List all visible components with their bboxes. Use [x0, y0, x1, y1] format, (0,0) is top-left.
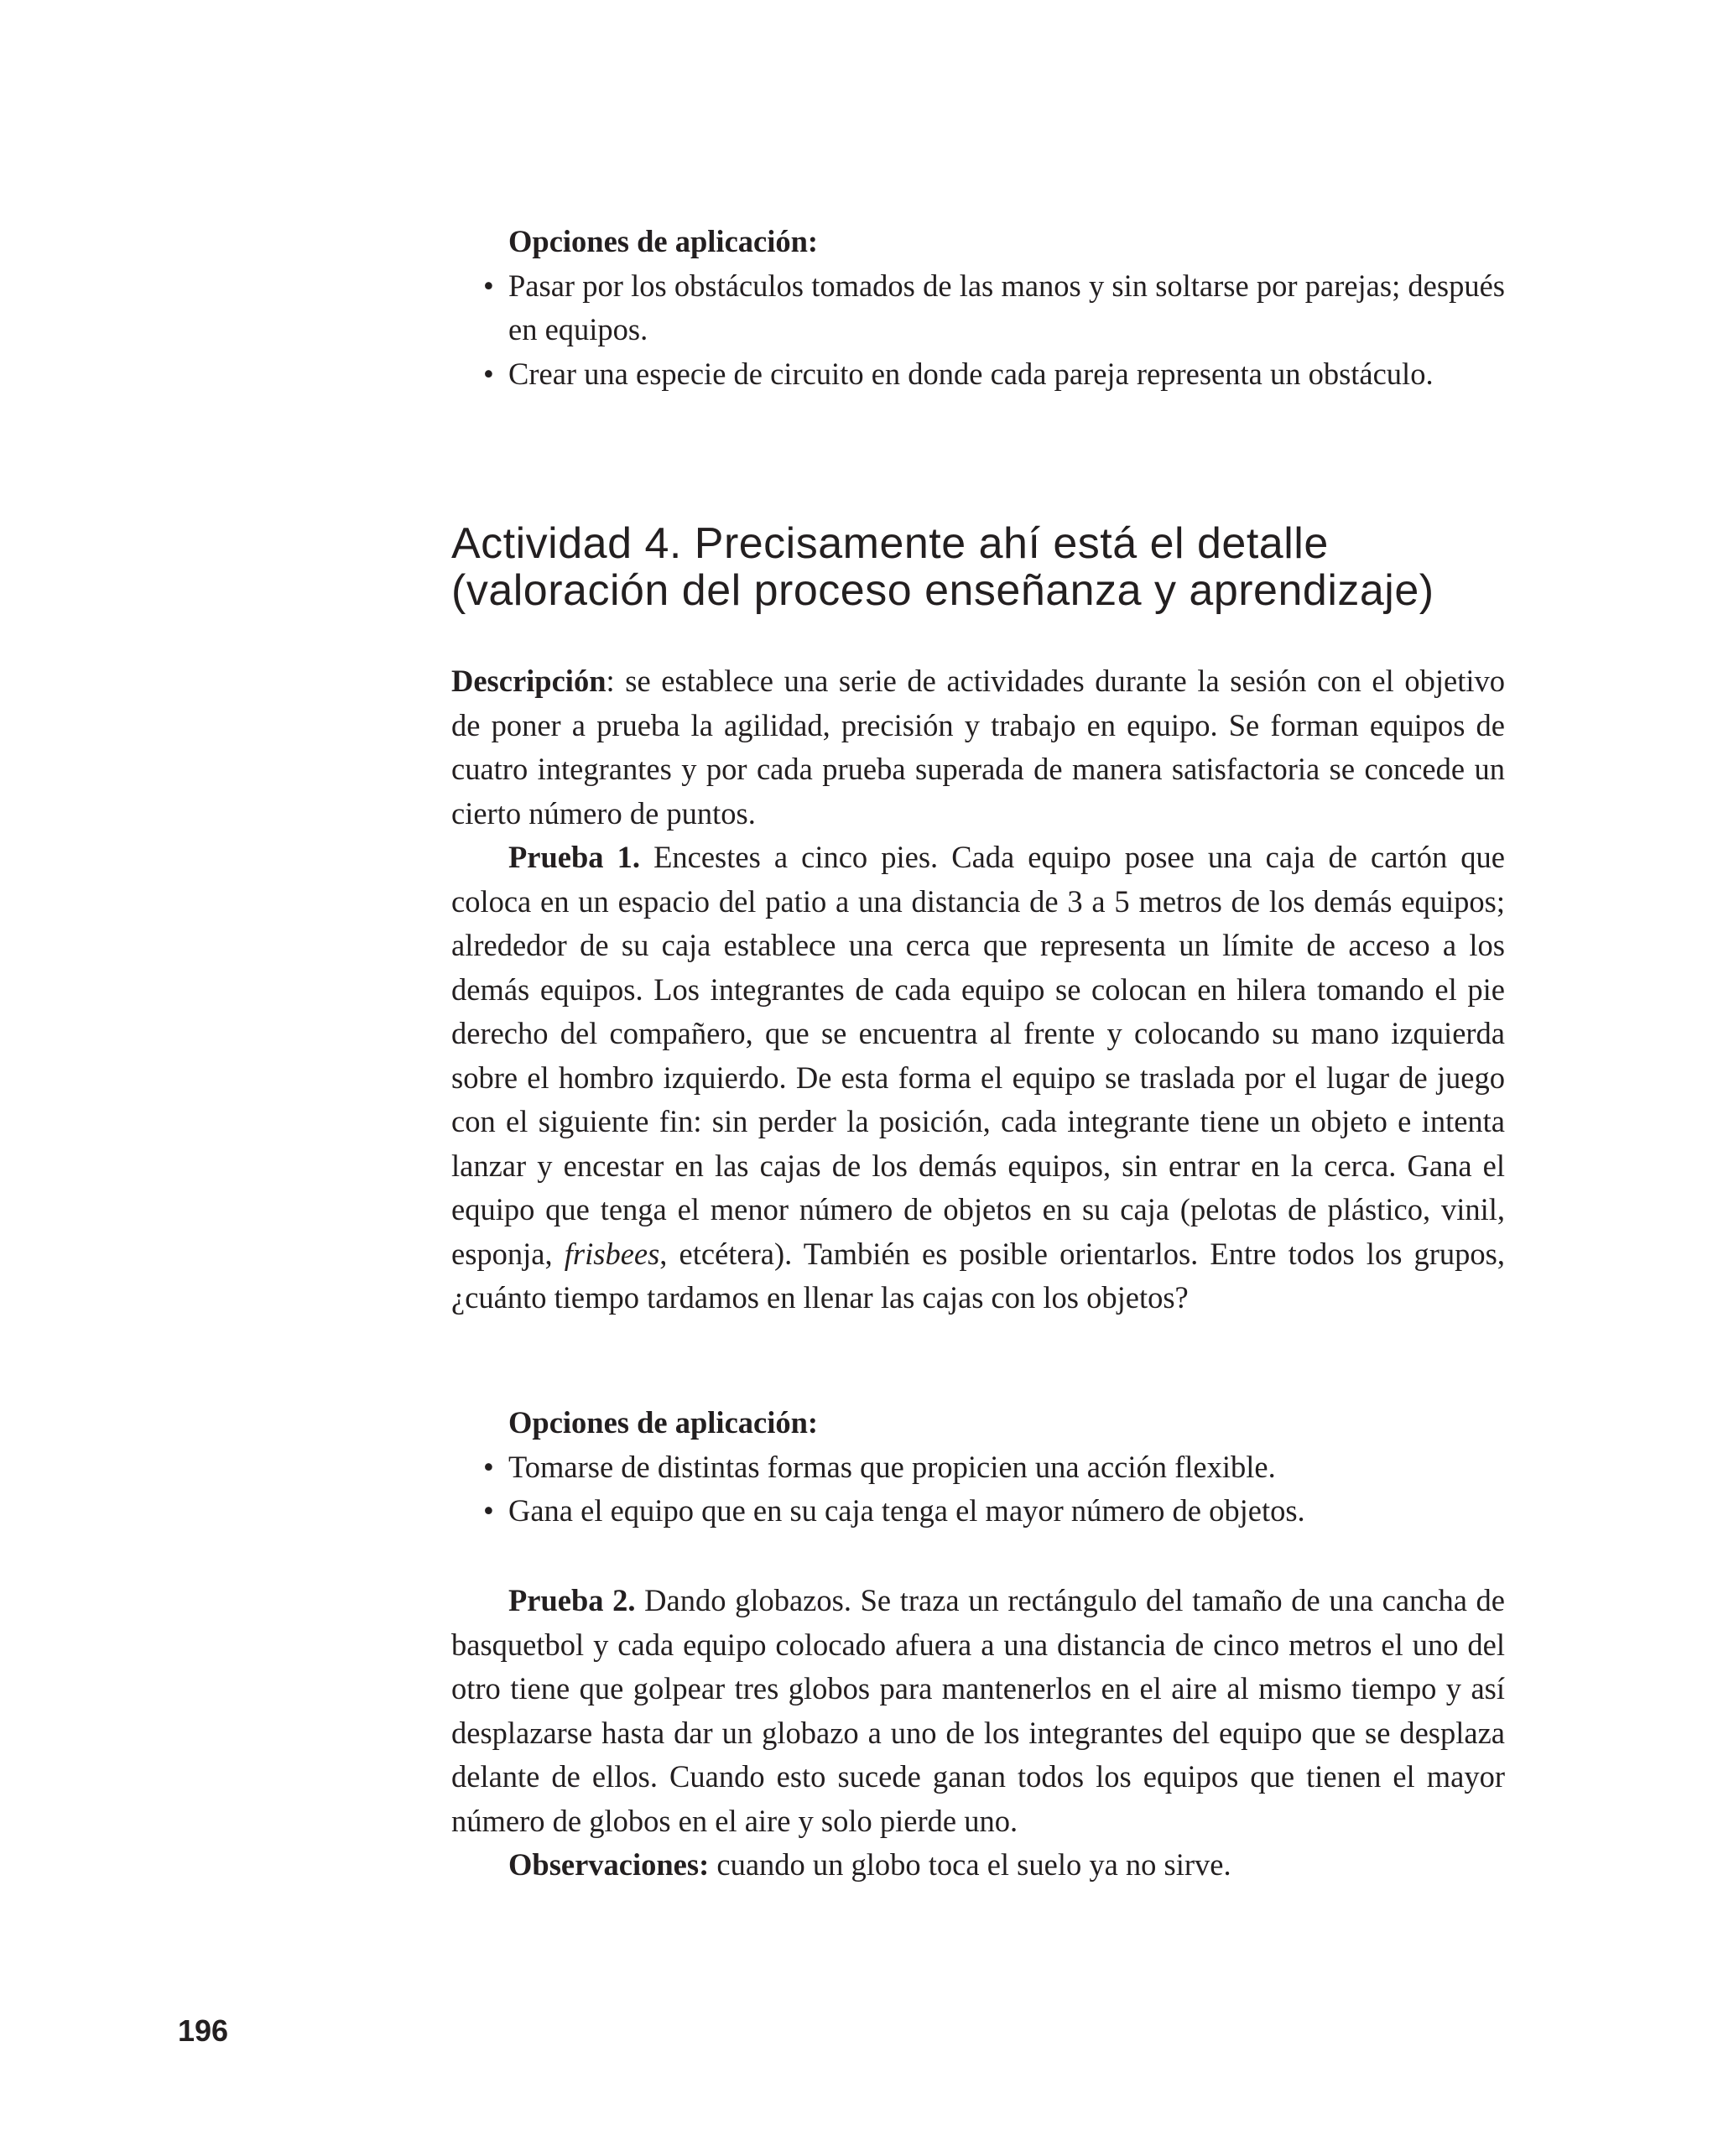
list-item: • Crear una especie de circuito en donde cada pareja representa un obstáculo.	[451, 352, 1505, 397]
application-options-2	[451, 1401, 1505, 1534]
options-list-2	[451, 1445, 1505, 1534]
observaciones-label: Observaciones:	[508, 1847, 710, 1882]
description-block	[451, 659, 1505, 1320]
prueba2-label: Prueba 2.	[508, 1583, 636, 1617]
list-item: • Tomarse de distintas formas que propicien una acción flexible.	[451, 1445, 1505, 1490]
bullet-icon: •	[483, 356, 494, 391]
application-options-1	[451, 220, 1505, 396]
activity-title-line1: Actividad 4. Precisamente ahí está el detalle	[451, 519, 1329, 568]
page-number: 196	[178, 2013, 229, 2048]
options-heading-1: Opciones de aplicación:	[508, 224, 819, 258]
activity-title-line2: (valoración del proceso enseñanza y aprendizaje)	[451, 566, 1434, 615]
observaciones-paragraph: Observaciones: cuando un globo toca el suelo ya no sirve.	[508, 1847, 1231, 1882]
description-paragraph: Descripción: se establece una serie de actividades durante la sesión con el objetivo de poner a prueba la agilidad, precisión y trabajo en equipo. Se forman equipos de cuatro integrantes y por cada prueba superada de manera satisfactoria se concede un cierto número de puntos.	[451, 664, 1505, 831]
bullet-icon: •	[483, 1449, 494, 1484]
activity-heading	[451, 520, 1505, 614]
options-list-1	[451, 264, 1505, 397]
prueba1-label: Prueba 1.	[508, 840, 640, 874]
prueba2-block	[451, 1579, 1505, 1888]
list-item: • Gana el equipo que en su caja tenga el mayor número de objetos.	[451, 1489, 1505, 1534]
bullet-icon: •	[483, 1493, 494, 1528]
bullet-icon: •	[483, 268, 494, 303]
description-label: Descripción	[451, 664, 607, 698]
list-item: • Pasar por los obstáculos tomados de las manos y sin soltarse por parejas; después en equipos.	[451, 264, 1505, 352]
prueba1-paragraph: Prueba 1. Encestes a cinco pies. Cada equipo posee una caja de cartón que coloca en un espacio del patio a una distancia de 3 a 5 metros de los demás equipos; alrededor de su caja establece una cerca que representa un límite de acceso a los demás equipos. Los integrantes de cada equipo se colocan en hilera tomando el pie derecho del compañero, que se encuentra al frente y colocando su mano izquierda sobre el hombro izquierdo. De esta forma el equipo se traslada por el lugar de juego con el siguiente fin: sin perder la posición, cada integrante tiene un objeto e intenta lanzar y encestar en las cajas de los demás equipos, sin entrar en la cerca. Gana el equipo que tenga el menor número de objetos en su caja (pelotas de plástico, vinil, esponja, frisbees, etcétera). También es posible orientarlos. Entre todos los grupos, ¿cuánto tiempo tardamos en llenar las cajas con los objetos?	[451, 840, 1506, 1315]
frisbees-italic: frisbees	[564, 1236, 660, 1271]
options-heading-2: Opciones de aplicación:	[508, 1405, 819, 1440]
prueba2-paragraph: Prueba 2. Dando globazos. Se traza un rectángulo del tamaño de una cancha de basquetbol y cada equipo colocado afuera a una distancia de cinco metros el uno del otro tiene que golpear tres globos para mantenerlos en el aire al mismo tiempo y así desplazarse hasta dar un globazo a uno de los integrantes del equipo que se desplaza delante de ellos. Cuando esto sucede ganan todos los equipos que tienen el mayor número de globos en el aire y solo pierde uno.	[451, 1583, 1506, 1838]
